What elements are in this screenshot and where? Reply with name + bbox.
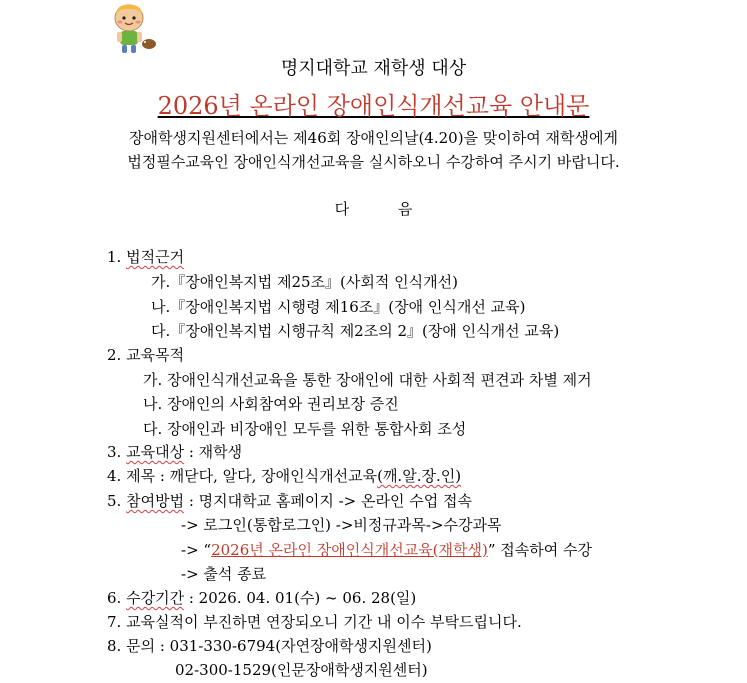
section-3: 3. 교육대상 : 재학생 <box>107 443 243 461</box>
section-8-contact-1: 8. 문의 : 031-330-6794(자연장애학생지원센터) <box>107 637 432 655</box>
section-2-heading: 2. 교육목적 <box>107 346 185 364</box>
section-8-contact-2: 02-300-1529(인문장애학생지원센터) <box>175 661 428 679</box>
subtitle: 명지대학교 재학생 대상 <box>280 58 467 79</box>
section-2-item-a: 가. 장애인식개선교육을 통한 장애인에 대한 사회적 편견과 차별 제거 <box>143 371 592 389</box>
intro-line-1: 장애학생지원센터에서는 제46회 장애인의날(4.20)을 맞이하여 재학생에게 <box>129 129 618 147</box>
page-title: 2026년 온라인 장애인식개선교육 안내문 <box>157 92 590 120</box>
section-5-step-4: -> 출석 종료 <box>181 565 267 583</box>
section-2-item-b: 나. 장애인의 사회참여와 권리보장 증진 <box>143 395 399 413</box>
section-5-step-3: -> “2026년 온라인 장애인식개선교육(재학생)” 접속하여 수강 <box>181 541 592 559</box>
section-7: 7. 교육실적이 부진하면 연장되오니 기간 내 이수 부탁드립니다. <box>107 613 522 631</box>
mascot-icon <box>104 2 160 56</box>
section-1-item-b: 나.『장애인복지법 시행령 제16조』(장애 인식개선 교육) <box>151 298 526 316</box>
da-eum-heading: 다 음 <box>334 200 413 218</box>
course-name-link: 2026년 온라인 장애인식개선교육(재학생) <box>211 541 488 559</box>
section-4: 4. 제목 : 깨닫다, 알다, 장애인식개선교육(깨.알.장.인) <box>107 467 462 485</box>
section-5-heading: 5. 참여방법 : 명지대학교 홈페이지 -> 온라인 수업 접속 <box>107 492 472 510</box>
section-1-heading: 1. 법적근거 <box>107 248 185 266</box>
section-1-item-a: 가.『장애인복지법 제25조』(사회적 인식개선) <box>151 273 458 291</box>
section-6: 6. 수강기간 : 2026. 04. 01(수) ~ 06. 28(일) <box>107 589 417 607</box>
section-5-step-2: -> 로그인(통합로그인) ->비정규과목->수강과목 <box>181 516 502 534</box>
section-1-item-c: 다.『장애인복지법 시행규칙 제2조의 2』(장애 인식개선 교육) <box>151 322 560 340</box>
intro-line-2: 법정필수교육인 장애인식개선교육을 실시하오니 수강하여 주시기 바랍니다. <box>127 153 620 171</box>
section-2-item-c: 다. 장애인과 비장애인 모두를 위한 통합사회 조성 <box>143 420 467 438</box>
